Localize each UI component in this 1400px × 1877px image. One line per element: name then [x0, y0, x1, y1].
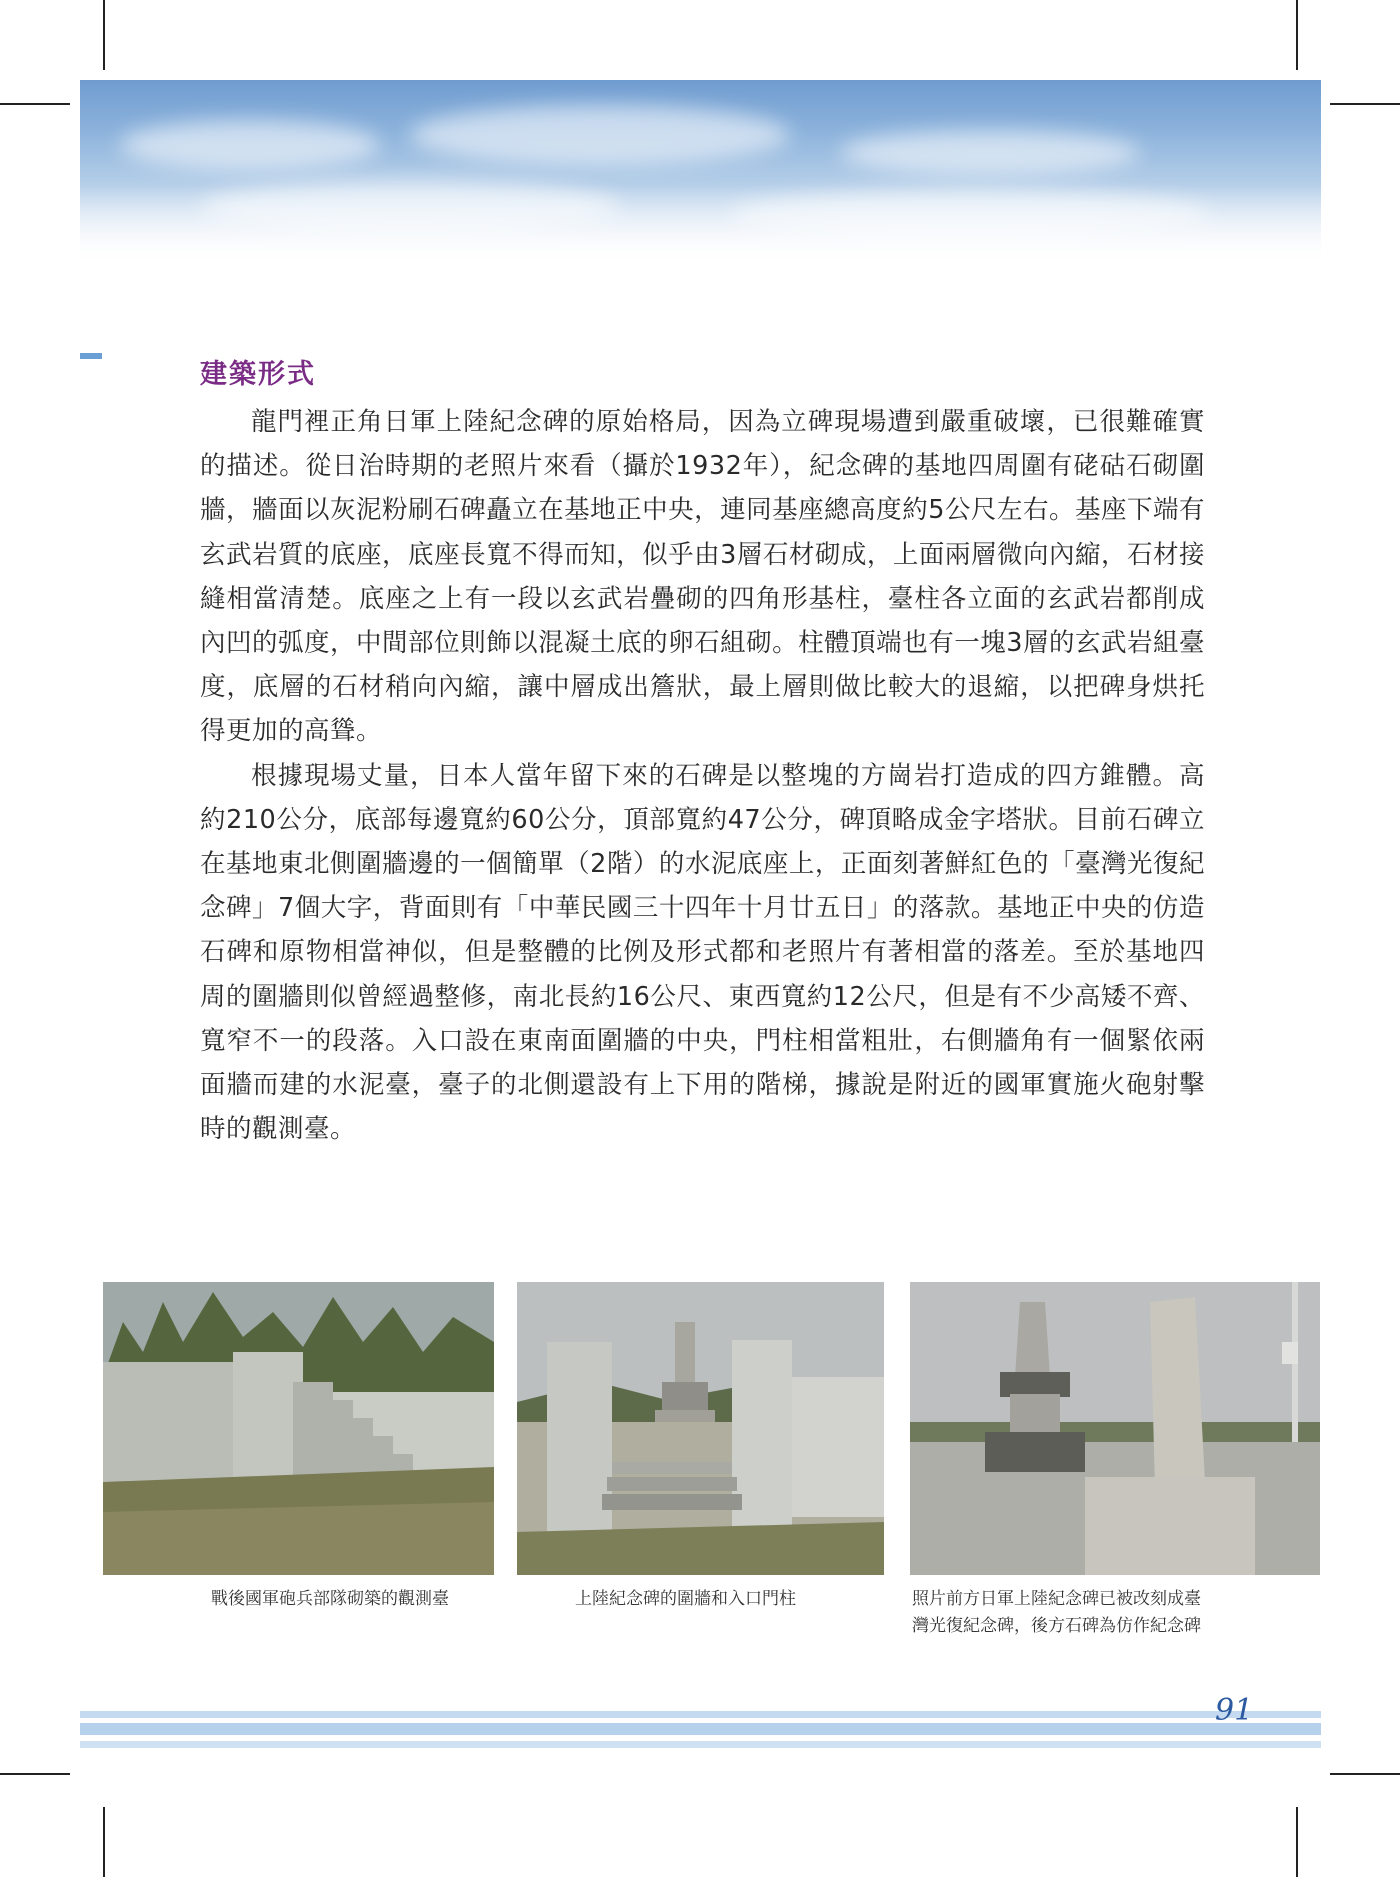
paragraph-2: 根據現場丈量，日本人當年留下來的石碑是以整塊的方崗岩打造成的四方錐體。高約210公分，底部每邊寬約60公分，頂部寬約47公分，碑頂略成金字塔狀。目前石碑立在基地東北側圍牆邊的一個簡單（2階）的水泥底座上，正面刻著鮮紅色的「臺灣光復紀念碑」7個大字，背面則有「中華民國三十四年十月廿五日」的落款。基地正中央的仿造石碑和原物相當神似，但是整體的比例及形式都和老照片有著相當的落差。至於基地四周的圍牆則似曾經過整修，南北長約16公尺、東西寬約12公尺，但是有不少高矮不齊、寬窄不一的段落。入口設在東南面圍牆的中央，門柱相當粗壯，右側牆角有一個緊依兩面牆而建的水泥臺，臺子的北側還設有上下用的階梯，據說是附近的國軍實施火砲射擊時的觀測臺。: [200, 760, 1205, 1145]
crop-mark-bottom-left-h: [0, 1773, 70, 1775]
crop-mark-top-left-v: [103, 0, 105, 70]
footer-stripe-3: [80, 1741, 1321, 1748]
page-number: 91: [1215, 1693, 1254, 1728]
photo-wall-and-gate: [517, 1282, 884, 1575]
crop-mark-top-right-h: [1330, 103, 1400, 105]
crop-mark-bottom-left-v: [103, 1807, 105, 1877]
caption-photo-3-line-2: 灣光復紀念碑，後方石碑為仿作紀念碑: [912, 1616, 1201, 1636]
footer-stripe-1: [80, 1711, 1321, 1718]
caption-photo-2: 上陸紀念碑的圍牆和入口門柱: [575, 1589, 796, 1609]
crop-mark-top-left-h: [0, 103, 70, 105]
section-title: 建築形式: [200, 359, 316, 390]
crop-mark-top-right-v: [1296, 0, 1298, 70]
caption-photo-3-line-1: 照片前方日軍上陸紀念碑已被改刻成臺: [912, 1589, 1201, 1609]
caption-photo-1: 戰後國軍砲兵部隊砌築的觀測臺: [211, 1589, 449, 1609]
footer-stripe-2: [80, 1723, 1321, 1735]
paragraph-1: 龍門裡正角日軍上陸紀念碑的原始格局，因為立碑現場遭到嚴重破壞，已很難確實的描述。從日治時期的老照片來看（攝於1932年），紀念碑的基地四周圍有硓𥑮石砌圍牆，牆面以灰泥粉刷石碑矗立在基地正中央，連同基座總高度約5公尺左右。基座下端有玄武岩質的底座，底座長寬不得而知，似乎由3層石材砌成，上面兩層微向內縮，石材接縫相當清楚。底座之上有一段以玄武岩疊砌的四角形基柱，臺柱各立面的玄武岩都削成內凹的弧度，中間部位則飾以混凝土底的卵石組砌。柱體頂端也有一塊3層的玄武岩組臺度，底層的石材稍向內縮，讓中層成出簷狀，最上層則做比較大的退縮，以把碑身烘托得更加的高聳。: [200, 407, 1205, 747]
photo-two-monuments: [910, 1282, 1320, 1575]
sky-header-banner: [80, 80, 1321, 265]
crop-mark-bottom-right-v: [1296, 1807, 1298, 1877]
crop-mark-bottom-right-h: [1330, 1773, 1400, 1775]
photo-observation-platform: [103, 1282, 494, 1575]
section-marker: [80, 353, 102, 359]
body-text: [200, 400, 1205, 1151]
